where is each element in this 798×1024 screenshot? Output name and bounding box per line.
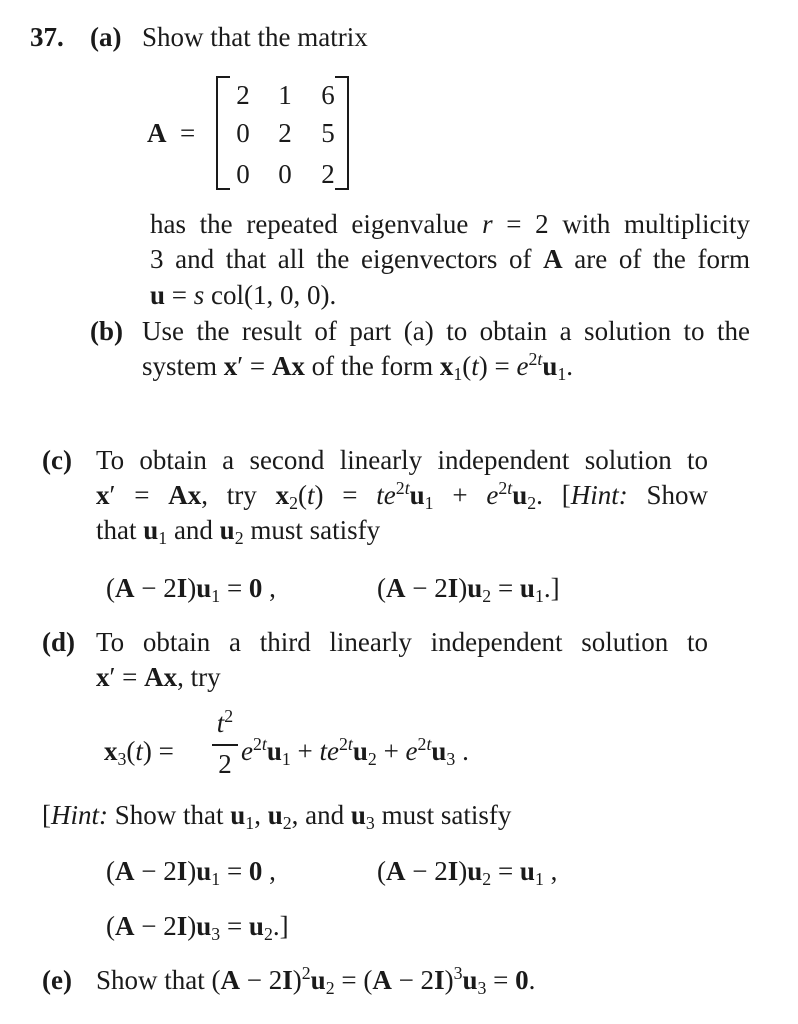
part-c-equation-1: $(A - 2I)u_1 = 0$ , bbox=[106, 573, 276, 607]
part-d-equation-2: $(A - 2I)u_2 = u_1$ , bbox=[377, 856, 558, 890]
part-a-line-2: 3 and that all the eigenvectors of A are of the form bbox=[150, 244, 750, 274]
part-a-intro: Show that the matrix bbox=[142, 22, 368, 52]
part-a-label: (a) bbox=[90, 22, 122, 52]
problem-number: 37. bbox=[30, 22, 64, 52]
part-c-equation-2: $(A - 2I)u_2 = u_1$.] bbox=[377, 573, 560, 607]
part-e-label: (e) bbox=[42, 965, 72, 995]
matrix-name: A bbox=[147, 118, 167, 148]
x3-equation-lhs: $x_3(t)$ = bbox=[104, 736, 174, 770]
fraction-denominator: 2 bbox=[218, 749, 232, 779]
part-d-line-2: x′ = Ax, try bbox=[96, 662, 221, 692]
fraction-numerator: $t^2$ bbox=[216, 706, 234, 738]
part-d-line-1: To obtain a third linearly independent solution to bbox=[96, 627, 708, 657]
part-c-line-1: To obtain a second linearly independent solution to bbox=[96, 445, 708, 475]
part-d-equation-3: $(A - 2I)u_3 = u_2$.] bbox=[106, 911, 289, 945]
part-c-line-2: x′ = Ax, try $x_2(t) = te^{2t}u_1 + e^{2t}u_2$. [Hint: Show bbox=[96, 478, 709, 514]
part-a-line-1: has the repeated eigenvalue r = 2 with multiplicity bbox=[150, 209, 751, 239]
part-b-label: (b) bbox=[90, 316, 123, 346]
matrix-cell: 2 bbox=[278, 118, 292, 148]
matrix-cell: 0 bbox=[236, 118, 250, 148]
part-d-hint: [Hint: Show that $u_1$, $u_2$, and $u_3$ must satisfy bbox=[42, 800, 512, 834]
part-a-line-3: u = s col(1, 0, 0). bbox=[150, 280, 337, 310]
part-d-equation-1: $(A - 2I)u_1 = 0$ , bbox=[106, 856, 276, 890]
x3-equation-rhs: $e^{2t}u_1 + te^{2t}u_2 + e^{2t}u_3$ . bbox=[241, 734, 469, 770]
equals-sign: = bbox=[180, 118, 196, 148]
part-b-line-1: Use the result of part (a) to obtain a solution to the bbox=[142, 316, 750, 346]
part-c-line-3: that $u_1$ and $u_2$ must satisfy bbox=[96, 515, 381, 549]
matrix-cell: 2 bbox=[321, 159, 335, 189]
part-d-label: (d) bbox=[42, 627, 75, 657]
matrix-cell: 5 bbox=[321, 118, 335, 148]
matrix-cell: 0 bbox=[278, 159, 292, 189]
part-b-line-2: system x′ = Ax of the form $x_1(t) = e^{2t}u_1$. bbox=[142, 349, 574, 385]
matrix-cell: 0 bbox=[236, 159, 250, 189]
part-e-text: Show that $(A - 2I)^2u_2 = (A - 2I)^3u_3 = 0$. bbox=[96, 963, 536, 999]
matrix-cell: 1 bbox=[278, 80, 292, 110]
part-c-label: (c) bbox=[42, 445, 72, 475]
matrix-cell: 6 bbox=[321, 80, 335, 110]
matrix-cell: 2 bbox=[236, 80, 250, 110]
